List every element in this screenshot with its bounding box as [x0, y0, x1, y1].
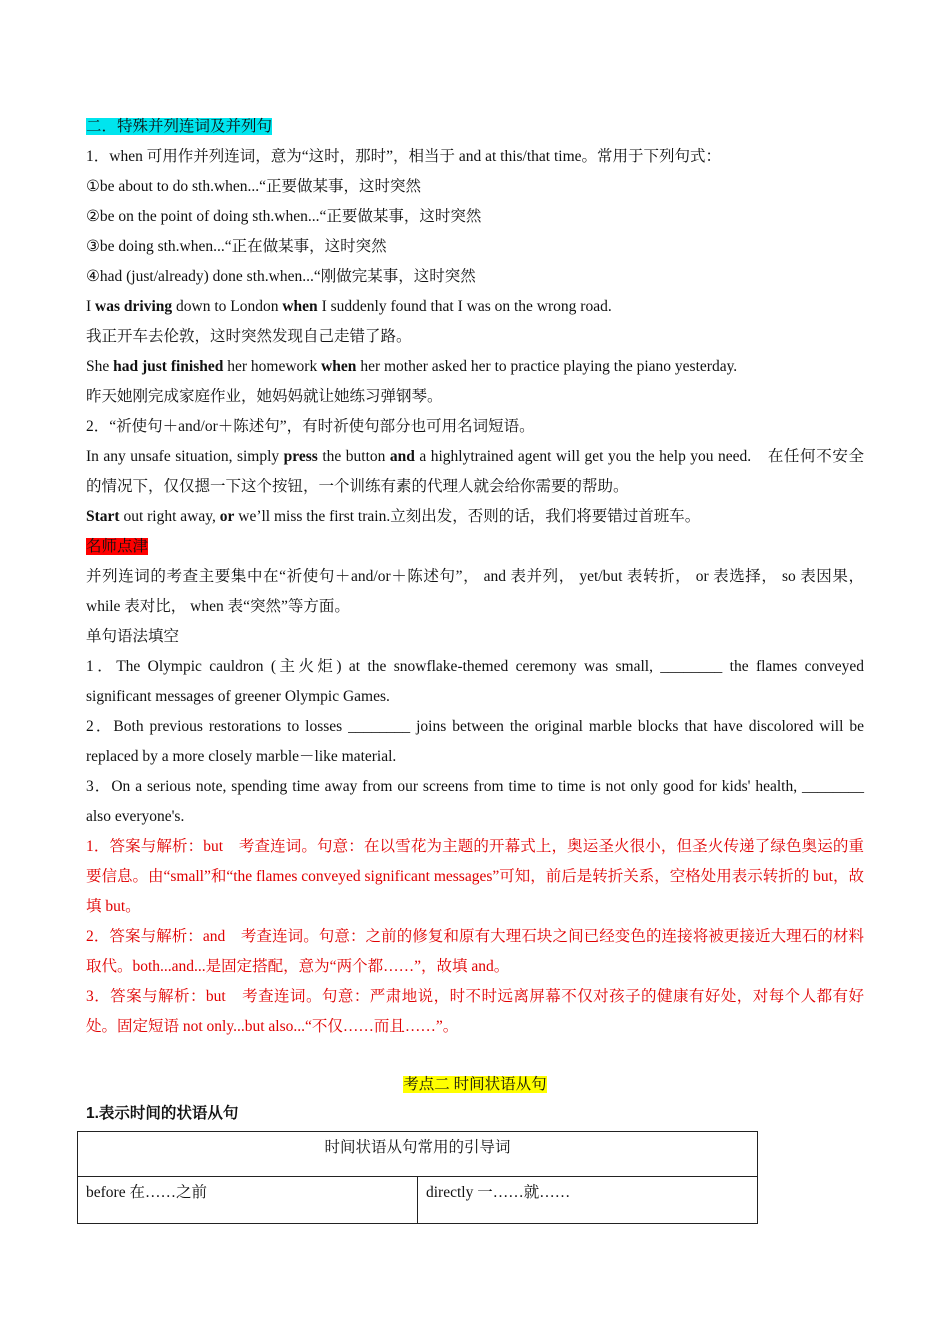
- section-heading: 二．特殊并列连词及并列句: [86, 118, 273, 135]
- table-cell: directly 一……就……: [418, 1177, 758, 1224]
- table-header-row: [78, 1132, 758, 1177]
- exercise-item: 2．Both previous restorations to losses ________ joins between the original marble blocks that have discolored will be replaced by a more closely marble－like material.: [86, 718, 864, 765]
- pattern-item: ②be on the point of doing sth.when...“正要做某事，这时突然: [86, 208, 482, 225]
- table-header: 时间状语从句常用的引导词: [78, 1132, 758, 1177]
- answer-item: 1．答案与解析：but 考查连词。句意：在以雪花为主题的开幕式上，奥运圣火很小，但圣火传递了绿色奥运的重要信息。由“small”和“the flames conveyed significant messages”可知，前后是转折关系，空格处用表示转折的 but，故填 but。: [86, 838, 864, 915]
- tips-text: 并列连词的考查主要集中在“祈使句＋and/or＋陈述句”， and 表并列， yet/but 表转折， or 表选择， so 表因果， while 表对比， when 表“突然”等方面。: [86, 568, 864, 615]
- example-sentence: I was driving down to London when I suddenly found that I was on the wrong road.: [86, 298, 612, 315]
- example-translation: 昨天她刚完成家庭作业，她妈妈就让她练习弹钢琴。: [86, 388, 443, 405]
- answer-item: 3．答案与解析：but 考查连词。句意：严肃地说，时不时远离屏幕不仅对孩子的健康有好处，对每个人都有好处。固定短语 not only...but also...“不仅……而且……”。: [86, 988, 864, 1035]
- pattern-item: ④had (just/already) done sth.when...“刚做完某事，这时突然: [86, 268, 476, 285]
- paragraph: 2．“祈使句＋and/or＋陈述句”，有时祈使句部分也可用名词短语。: [86, 418, 535, 435]
- tips-label: 名师点津: [86, 538, 149, 555]
- exercise-item: 3．On a serious note, spending time away from our screens from time to time is not only good for kids' health, ________ also everyone's.: [86, 778, 864, 825]
- pattern-item: ③be doing sth.when...“正在做某事，这时突然: [86, 238, 387, 255]
- subheading: 1.表示时间的状语从句: [86, 1105, 239, 1122]
- conjunction-table: [77, 1131, 758, 1224]
- exercise-item: 1．The Olympic cauldron (主火炬) at the snowflake-themed ceremony was small, ________ the flames conveyed significant messages of greener Olympic Games.: [86, 658, 864, 705]
- paragraph: 1．when 可用作并列连词，意为“这时，那时”，相当于 and at this/that time。常用于下列句式：: [86, 148, 722, 165]
- example-translation: 我正开车去伦敦，这时突然发现自己走错了路。: [86, 328, 412, 345]
- example-sentence: Start out right away, or we’ll miss the first train.立刻出发，否则的话，我们将要错过首班车。: [86, 508, 701, 525]
- answer-item: 2．答案与解析：and 考查连词。句意：之前的修复和原有大理石块之间已经变色的连接将被更接近大理石的材料取代。both...and...是固定搭配，意为“两个都……”，故填 and。: [86, 928, 864, 975]
- section-heading: 考点二 时间状语从句: [403, 1076, 547, 1093]
- table-cell: before 在……之前: [78, 1177, 418, 1224]
- pattern-item: ①be about to do sth.when...“正要做某事，这时突然: [86, 178, 422, 195]
- exercise-title: 单句语法填空: [86, 628, 180, 645]
- table-row: [78, 1177, 758, 1224]
- example-sentence: She had just finished her homework when her mother asked her to practice playing the piano yesterday.: [86, 358, 738, 375]
- document-page: [86, 112, 864, 1224]
- spacer: [86, 1042, 864, 1070]
- example-sentence: In any unsafe situation, simply press the button and a highlytrained agent will get you the help you need. 在任何不安全的情况下，仅仅摁一下这个按钮，一个训练有素的代理人就会给你需要的帮助。: [86, 448, 864, 495]
